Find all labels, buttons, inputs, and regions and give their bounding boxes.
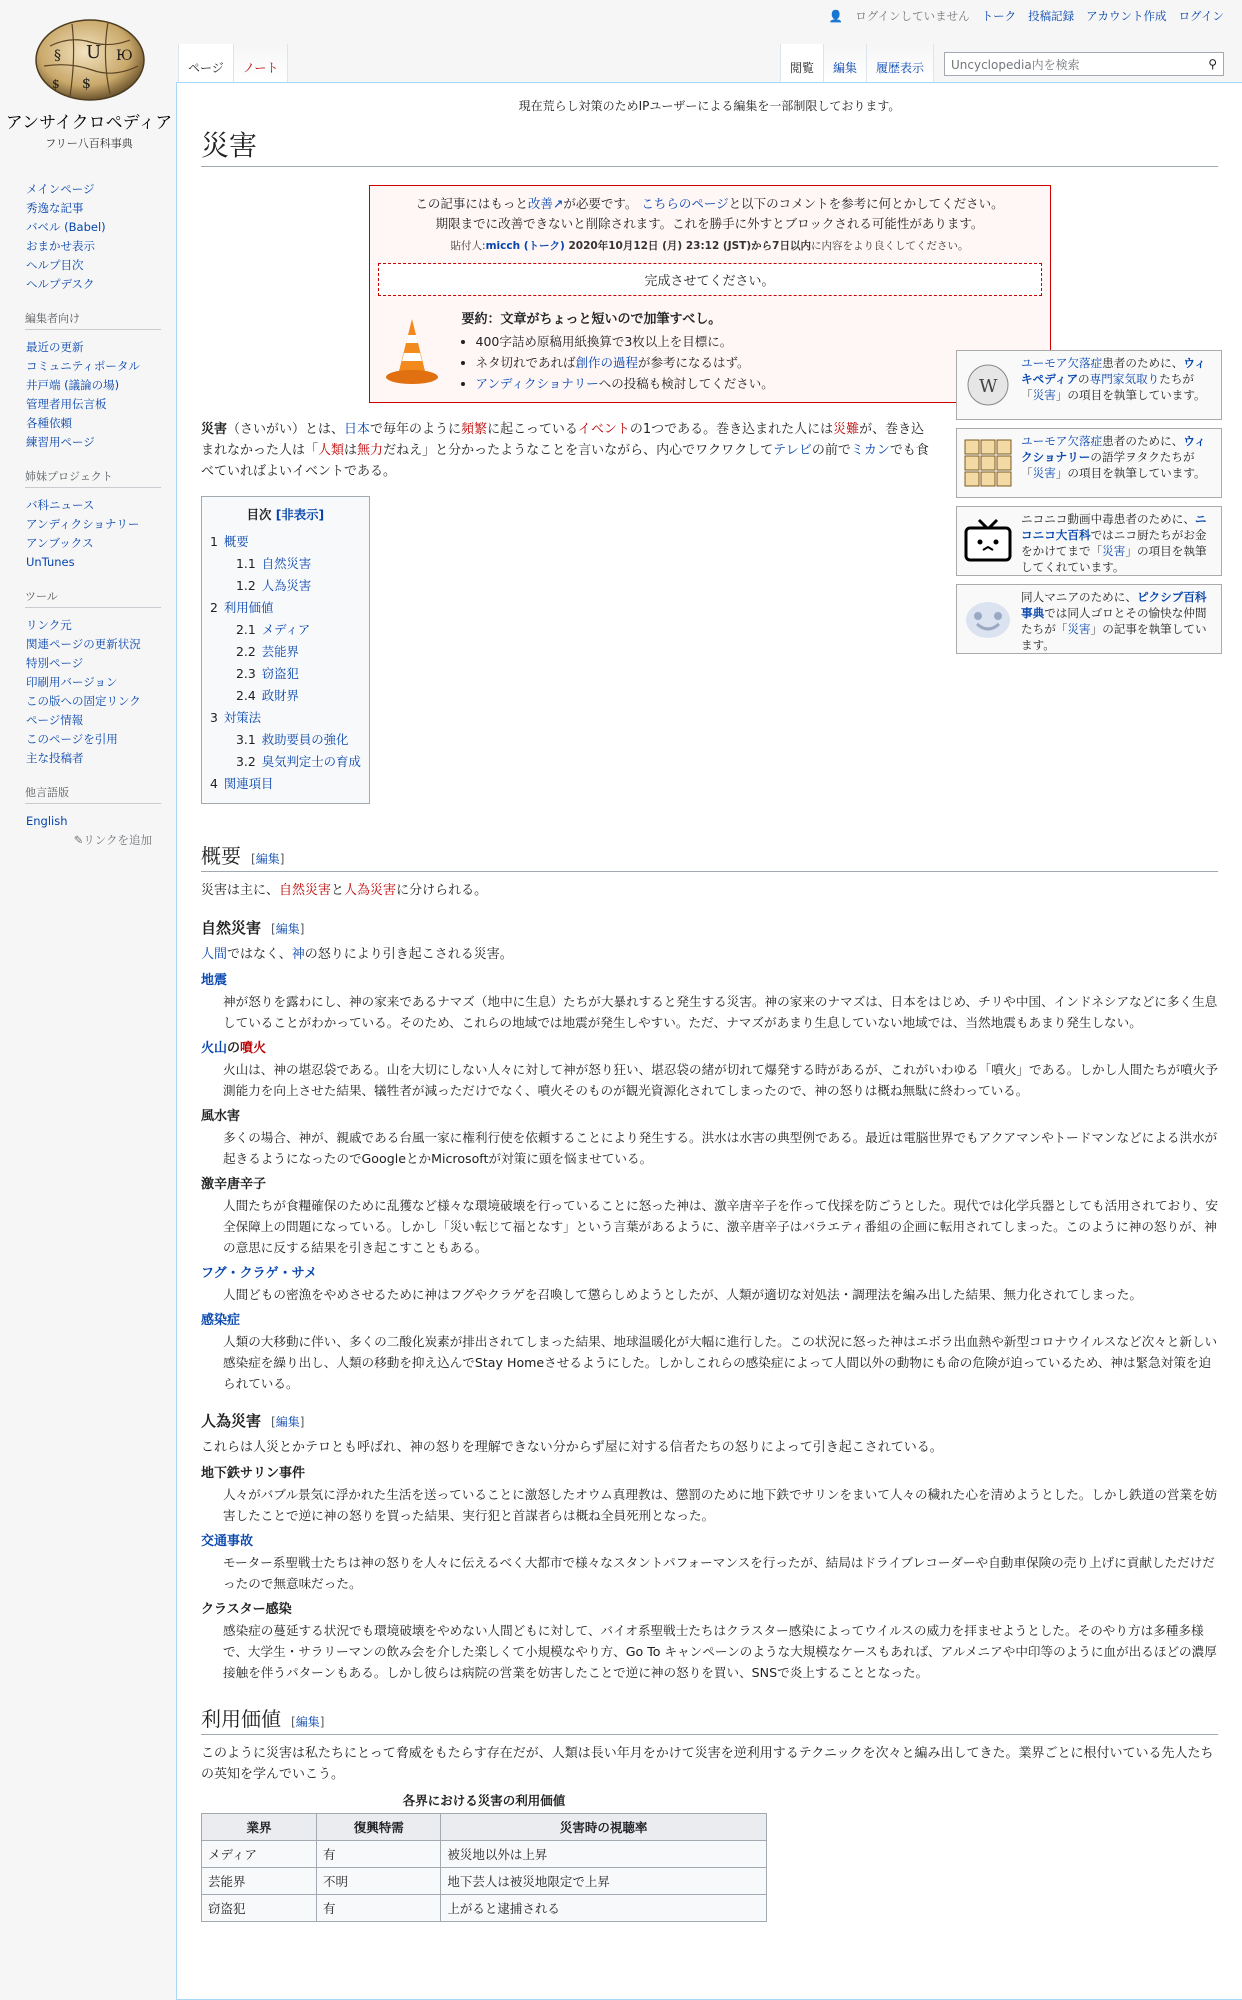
improve-text: が必要です。	[563, 196, 638, 211]
sister-text: の	[1078, 372, 1090, 386]
summary-item	[476, 352, 774, 373]
table-cell: 上がると逮捕される	[441, 1895, 767, 1922]
sidebar-item-village-pump[interactable]: 井戸端 (議論の場)	[26, 378, 120, 392]
para-text: 災害は主に、	[201, 883, 280, 898]
sidebar-item-babel[interactable]: バベル (Babel)	[26, 220, 106, 234]
talk-link[interactable]: トーク	[981, 9, 1017, 23]
toc-link[interactable]: 利用価値	[223, 600, 274, 615]
sidebar-item-admin-board[interactable]: 管理者用伝言板	[26, 397, 107, 411]
intro	[201, 419, 931, 482]
site-logo[interactable]	[0, 0, 178, 160]
toc-item[interactable]	[210, 553, 361, 575]
improve-notice-box	[369, 185, 1051, 403]
sidebar-item-helpdesk[interactable]: ヘルプデスク	[26, 277, 95, 291]
sidebar-editors	[26, 310, 176, 452]
link-eruption[interactable]: 噴火	[240, 1041, 267, 1056]
logo-title: アンサイクロペディア	[5, 113, 173, 133]
link-god[interactable]: 神	[291, 947, 305, 962]
table-header: 復興特需	[317, 1814, 441, 1841]
undictionary-link[interactable]: アンディクショナリー	[475, 376, 599, 391]
edit-section-link[interactable]: [編集]	[271, 1415, 305, 1429]
cluster-desc: 感染症の蔓延する状況でも環境破壊をやめない人間どもに対して、バイオ系聖戦士たちはクラスター感染によってウイルスの威力を拝ませようとした。そのやり方は多種多様で、大学生・サラリーマンの飲み会を介した楽しくて小規模なやり方、Go To キャンペーンのような大規模なケースもあれば、アルメニアや中印等のように血が出るほどの濃厚接触を伴うパターンもある。しかし彼らは病院の営業を妨害したことで逆に神の怒りを買い、SNSで炎上することとなった。	[223, 1623, 1217, 1680]
sister-link[interactable]: ユーモア欠落症	[1021, 434, 1103, 448]
toc-number: 2.4	[236, 688, 256, 703]
wiktionary-tiles-icon	[963, 438, 1013, 488]
table-cell: 地下芸人は被災地限定で上昇	[441, 1868, 767, 1895]
table-row	[202, 1895, 767, 1922]
sidebar-languages	[26, 784, 176, 850]
value-table	[201, 1791, 767, 1922]
link-infection[interactable]: 感染症	[201, 1313, 241, 1328]
natural-paragraph	[201, 944, 1218, 965]
tab-talk-label: ノート	[242, 61, 279, 75]
toc-link[interactable]: 臭気判定士の育成	[261, 754, 361, 769]
sidebar-editors-heading: 編集者向け	[25, 310, 161, 330]
intro-text: の1つである。巻き込まれた人には	[629, 422, 834, 437]
toc-link[interactable]: 人為災害	[261, 578, 312, 593]
pencil-icon: ✎	[73, 833, 84, 847]
edit-text: 編集	[275, 1415, 300, 1429]
login-link[interactable]: ログイン	[1178, 9, 1224, 23]
logo-subtitle: フリー八百科事典	[45, 137, 133, 150]
sister-link-bold[interactable]: ピクシブ百科事典	[1021, 590, 1207, 620]
sister-text: 」の記事を執筆しています。	[1021, 622, 1207, 652]
flood-term: 風水害	[201, 1109, 241, 1124]
section-heading-natural	[201, 917, 1218, 938]
toc-item[interactable]	[210, 773, 361, 795]
link-disaster[interactable]: 災難	[833, 422, 860, 437]
overview-paragraph	[201, 880, 1218, 901]
pepper-desc: 人間たちが食糧確保のために乱獲など様々な環境破壊を行っていることに怒った神は、激辛唐辛子を作って伐採を防ごうとした。現代では化学兵器としても活用されており、安全保障上の問題になっている。しかし「災い転じて福となす」という言葉があるように、激辛唐辛子はバラエティ番組の企画に転用されてしまった。このように神の怒りが、神の意思に反する結果を引き起こすこともある。	[223, 1198, 1218, 1255]
view-tabs	[780, 44, 1224, 82]
sidebar-item-unbooks[interactable]: アンブックス	[26, 536, 94, 550]
toc-link[interactable]: 自然災害	[261, 556, 312, 571]
para-text: の怒りにより引き起こされる災害。	[304, 947, 513, 962]
namespace-tabs	[178, 44, 288, 82]
toc-item[interactable]	[210, 575, 361, 597]
toc-number: 3	[210, 710, 218, 725]
pixiv-box	[956, 584, 1222, 654]
sister-link[interactable]: 災害	[1032, 388, 1056, 402]
table-row	[202, 1868, 767, 1895]
sister-text: 患者のために、	[1102, 434, 1184, 448]
create-account-link[interactable]: アカウント作成	[1086, 9, 1167, 23]
heading-text: 自然災害	[201, 919, 262, 937]
toc-number: 2.2	[236, 644, 256, 659]
toc-number: 3.1	[236, 732, 256, 747]
sister-link-bold[interactable]: ニコニコ大百科	[1021, 512, 1207, 542]
toc-item[interactable]	[210, 531, 361, 553]
heading-text: 概要	[201, 844, 241, 868]
toc-number: 1.1	[236, 556, 256, 571]
toc-item[interactable]	[210, 685, 361, 707]
toc-toggle[interactable]: [非表示]	[275, 507, 325, 522]
toc-number: 2.3	[236, 666, 256, 681]
intro-text: （さいがい）とは、	[227, 422, 345, 437]
link-japan[interactable]: 日本	[344, 422, 371, 437]
svg-text:W: W	[979, 376, 998, 397]
sister-link[interactable]: ユーモア欠落症	[1021, 356, 1103, 370]
sidebar-tools-heading: ツール	[25, 588, 161, 608]
niconico-tv-icon	[963, 518, 1013, 564]
toc-list	[210, 531, 361, 795]
tab-history-label: 履歴表示	[875, 61, 924, 75]
tab-page-label: ページ	[188, 61, 224, 75]
toc-number: 4	[210, 776, 218, 791]
sidebar-item-news[interactable]: バ科ニュース	[26, 498, 95, 512]
sidebar-sister-projects	[26, 468, 176, 572]
add-link-label: リンクを追加	[83, 833, 152, 847]
intro-text: は	[344, 443, 358, 458]
toc-item[interactable]	[210, 707, 361, 729]
table-cell: 芸能界	[202, 1868, 317, 1895]
table-header: 業界	[202, 1814, 317, 1841]
toc-item[interactable]	[210, 751, 361, 773]
sidebar-item-random[interactable]: おまかせ表示	[26, 239, 95, 253]
sidebar-item-help[interactable]: ヘルプ目次	[26, 258, 84, 272]
toc-number: 3.2	[236, 754, 256, 769]
nicopedia-box	[956, 506, 1222, 576]
table-of-contents	[201, 496, 370, 804]
heading-text: 人為災害	[201, 1412, 262, 1430]
sidebar	[0, 180, 176, 866]
intro-term: 災害	[201, 422, 228, 437]
sister-link[interactable]: 災害	[1067, 622, 1091, 636]
improve-byline	[376, 238, 1044, 253]
potato-puzzle-globe-icon	[30, 6, 148, 106]
sidebar-item-sandbox[interactable]: 練習用ページ	[26, 435, 95, 449]
traffic-cone-icon	[382, 315, 442, 387]
site-notice: 現在荒らし対策のためIPユーザーによる編集を一部制限しております。	[518, 99, 901, 113]
improve-link[interactable]: 改善	[527, 196, 553, 211]
toc-number: 2.1	[236, 622, 256, 637]
table-caption: 各界における災害の利用価値	[402, 1793, 566, 1808]
section-heading-man-made	[201, 1410, 1218, 1431]
link-fugu[interactable]: フグ・クラゲ・サメ	[201, 1266, 318, 1281]
toc-item[interactable]	[210, 663, 361, 685]
summary-item: • 400字詰め原稿用紙換算で3枚以上を目標に。	[476, 331, 774, 352]
link-event[interactable]: イベント	[577, 422, 630, 437]
sister-project-boxes	[956, 350, 1222, 662]
sidebar-tools	[26, 588, 176, 768]
link-weak[interactable]: 無力	[357, 443, 384, 458]
sister-text: ニコニコ動画中毒患者のために、	[1021, 512, 1195, 526]
section-heading-value	[201, 1703, 1218, 1735]
sarin-term: 地下鉄サリン事件	[201, 1466, 306, 1481]
toc-link[interactable]: 政財界	[261, 688, 299, 703]
sister-text: 同人マニアのために、	[1021, 590, 1137, 604]
improve-text: この記事にはもっと	[415, 196, 528, 211]
toc-link[interactable]: メディア	[261, 622, 311, 637]
table-cell: 有	[317, 1895, 441, 1922]
sister-link[interactable]: 災害	[1032, 466, 1056, 480]
tab-edit[interactable]	[824, 44, 867, 82]
search-icon[interactable]: ⚲	[1208, 57, 1217, 71]
user-talk-link[interactable]: (トーク)	[523, 240, 565, 252]
table-row	[202, 1841, 767, 1868]
svg-text:$: $	[52, 77, 60, 91]
link-natural-disaster[interactable]: 自然災害	[279, 883, 332, 898]
intro-text: で毎年のように	[370, 422, 462, 437]
intro-paragraph	[201, 419, 931, 482]
sister-link-bold[interactable]: ウィクショナリー	[1021, 434, 1206, 464]
toc-link[interactable]: 窃盗犯	[261, 666, 299, 681]
table-cell: 窃盗犯	[202, 1895, 317, 1922]
improve-line1	[376, 194, 1044, 214]
sidebar-item-featured[interactable]: 秀逸な記事	[26, 201, 84, 215]
sister-text: では同人ゴロとその愉快な仲間たちが「	[1021, 606, 1207, 636]
para-text: に分けられる。	[396, 883, 488, 898]
man-made-list	[201, 1464, 1218, 1683]
svg-text:$: $	[82, 76, 91, 92]
sidebar-lang-heading: 他言語版	[25, 784, 161, 804]
tab-read-label: 閲覧	[789, 61, 814, 75]
summary-text: への投稿も検討してください。	[598, 376, 774, 391]
intro-text: の前で	[811, 443, 851, 458]
sidebar-item-recent-changes[interactable]: 最近の更新	[26, 340, 84, 354]
this-page-link[interactable]: こちらのページ	[641, 196, 729, 211]
sidebar-item-permalink[interactable]: この版への固定リンク	[26, 694, 141, 708]
toc-number: 1.2	[236, 578, 256, 593]
link-human[interactable]: 人類	[318, 443, 345, 458]
sidebar-navigation	[26, 180, 176, 294]
table-cell: 有	[317, 1841, 441, 1868]
link-man-made-disaster[interactable]: 人為災害	[344, 883, 397, 898]
sister-text: ではニコ厨たちがお金をかけてまで「	[1021, 528, 1207, 558]
sidebar-item-print[interactable]: 印刷用バージョン	[26, 675, 118, 689]
heading-text: 利用価値	[201, 1707, 281, 1731]
link-frequent[interactable]: 頻繁	[461, 422, 488, 437]
intro-text: が、巻き込まれなかった人は「	[201, 422, 925, 458]
contributions-link[interactable]: 投稿記録	[1028, 9, 1075, 23]
toc-number: 1	[210, 534, 218, 549]
sidebar-item-whatlinkshere[interactable]: リンク元	[26, 618, 72, 632]
link-tv[interactable]: テレビ	[773, 443, 812, 458]
toc-link[interactable]: 関連項目	[223, 776, 274, 791]
tab-history[interactable]	[867, 44, 934, 82]
toc-number: 2	[210, 600, 218, 615]
volcano-desc: 火山は、神の堪忍袋である。山を大切にしない人々に対して神が怒り狂い、堪忍袋の緒が切れて爆発する時があるが、これがいわゆる「噴火」である。しかし人間たちが噴火予測能力を向上させた結果、犠牲者が減っただけでなく、噴火そのものが観光資源化されてしまったので、神の怒りは概ね無駄に終わっている。	[223, 1062, 1218, 1098]
sidebar-item-undictionary[interactable]: アンディクショナリー	[26, 517, 140, 531]
personal-tools	[829, 8, 1224, 24]
wikipedia-globe-icon	[965, 362, 1011, 408]
sidebar-item-requests[interactable]: 各種依頼	[26, 416, 72, 430]
sister-text: 」の項目を執筆しています。	[1055, 466, 1206, 480]
search-placeholder: Uncyclopedia内を検索	[951, 57, 1080, 72]
summary	[376, 304, 1044, 394]
external-link-icon: ↗	[552, 196, 564, 211]
intro-text: でも食べていればよいイベントである。	[201, 443, 929, 479]
sister-link[interactable]: 災害	[1102, 544, 1126, 558]
intro-text: だねえ」と分かったようなことを言いながら、内心でワクワクして	[383, 443, 774, 458]
tab-talk[interactable]	[234, 44, 289, 82]
table-cell: 被災地以外は上昇	[441, 1841, 767, 1868]
para-text: と	[331, 883, 345, 898]
wiktionary-box	[956, 428, 1222, 498]
sister-text: 患者のために、	[1102, 356, 1184, 370]
sidebar-item-untunes[interactable]: UnTunes	[26, 555, 75, 569]
sister-text: 」の項目を執筆しています。	[1055, 388, 1206, 402]
fugu-desc: 人間どもの密漁をやめさせるために神はフグやクラゲを召喚して懲らしめようとしたが、人類が適切な対処法・調理法を編み出した結果、無力化されてしまった。	[223, 1287, 1142, 1302]
sidebar-item-special-pages[interactable]: 特別ページ	[26, 656, 84, 670]
page-title: 災害	[201, 124, 1218, 167]
para-text: ではなく、	[227, 947, 292, 962]
sister-text: の語学ヲタクたちが「	[1021, 450, 1195, 480]
flood-desc: 多くの場合、神が、親戚である台風一家に権利行使を依頼することにより発生する。洪水は水害の典型例である。最近は電脳世界でもアクアマンやトードマンなどによる洪水が起きるようになったのでGoogleとかMicrosoftが対策に頭を悩ませている。	[223, 1130, 1218, 1166]
byline-date: 2020年10月12日 (月) 23:12 (JST)から7日以内	[568, 240, 811, 252]
creation-process-link[interactable]: 創作の過程	[575, 355, 639, 370]
sidebar-item-main-page[interactable]: メインページ	[26, 182, 95, 196]
man-made-paragraph: これらは人災とかテロとも呼ばれ、神の怒りを理解できない分からず屋に対する信者たちの怒りによって引き起こされている。	[201, 1440, 943, 1455]
improve-line2: 期限までに改善できないと削除されます。これを勝手に外すとブロックされる可能性があります。	[435, 216, 984, 231]
not-logged-in: ログインしていません	[855, 9, 970, 23]
link-traffic-accident[interactable]: 交通事故	[201, 1534, 254, 1549]
sidebar-item-community[interactable]: コミュニティポータル	[26, 359, 140, 373]
sarin-desc: 人々がバブル景気に浮かれた生活を送っていることに激怒したオウム真理教は、懲罰のために地下鉄でサリンをまいて人々の穢れた心を清めようとした。しかし鉄道の営業を妨害したことで逆に神の怒りを買った結果、実行犯と首謀者らは概ね全員死刑となった。	[223, 1487, 1218, 1523]
svg-text:Ю: Ю	[116, 48, 133, 64]
summary-text: ネタ切れであれば	[475, 355, 576, 370]
summary-body	[462, 308, 774, 394]
sister-text: 」の項目を執筆してくれています。	[1021, 544, 1207, 574]
traffic-desc: モーター系聖戦士たちは神の怒りを人々に伝えるべく大都市で様々なスタントパフォーマンスを行ったが、結局はドライブレコーダーや自動車保険の売り上げに貢献しただけだったので無意味だった。	[223, 1555, 1215, 1591]
sidebar-item-related-changes[interactable]: 関連ページの更新状況	[26, 637, 141, 651]
add-link-button[interactable]	[26, 831, 152, 850]
toc-link[interactable]: 対策法	[223, 710, 262, 725]
edit-text: 編集	[275, 922, 300, 936]
earthquake-desc: 神が怒りを露わにし、神の家来であるナマズ（地中に生息）たちが大暴れすると発生する災害。神の家来のナマズは、日本をはじめ、チリや中国、インドネシアなどに多く生息していることがわかっている。そのため、これらの地域では地震が発生しやすい。ただ、ナマズがあまり生息していない地域では、当然地震もあまり発生しない。	[223, 994, 1218, 1030]
tab-read[interactable]	[780, 44, 824, 82]
link-mikan[interactable]: ミカン	[850, 443, 890, 458]
link-volcano[interactable]: 火山	[201, 1041, 228, 1056]
table-body	[202, 1841, 767, 1922]
sister-link-bold[interactable]: ウィキペディア	[1021, 356, 1206, 386]
toc-link[interactable]: 芸能界	[261, 644, 299, 659]
edit-section-link[interactable]: [編集]	[291, 1715, 325, 1729]
sidebar-item-contributors[interactable]: 主な投稿者	[26, 751, 84, 765]
toc-link[interactable]: 救助要員の強化	[261, 732, 349, 747]
link-earthquake[interactable]: 地震	[201, 973, 228, 988]
toc-item[interactable]	[210, 597, 361, 619]
svg-text:§: §	[54, 48, 61, 64]
pepper-term: 激辛唐辛子	[201, 1177, 267, 1192]
sidebar-sister-heading: 姉妹プロジェクト	[25, 468, 161, 488]
link-human-being[interactable]: 人間	[201, 947, 228, 962]
edit-text: 編集	[255, 852, 280, 866]
tab-edit-label: 編集	[832, 61, 857, 75]
tab-page[interactable]	[178, 44, 234, 82]
sidebar-item-page-info[interactable]: ページ情報	[26, 713, 84, 727]
improve-text: と以下のコメントを参考に何とかしてください。	[728, 196, 1004, 211]
search-input[interactable]	[944, 52, 1224, 76]
wikipedia-box	[956, 350, 1222, 420]
toc-item[interactable]	[210, 641, 361, 663]
byline-text: に内容をより良くしてください。	[810, 240, 969, 252]
summary-text: が参考になるはず。	[638, 355, 750, 370]
pixiv-face-icon	[963, 596, 1013, 642]
infection-desc: 人類の大移動に伴い、多くの二酸化炭素が排出されてしまった結果、地球温暖化が大幅に進行した。この状況に怒った神はエボラ出血熱や新型コロナウイルスなど次々と新しい感染症を繰り出し、人類の移動を抑え込んでStay Homeさせるようにした。しかしこれらの感染症によって人間以外の動物にも命の危険が迫っているため、神は緊急対策を迫られている。	[223, 1334, 1218, 1391]
cluster-term: クラスター感染	[201, 1602, 292, 1617]
value-paragraph: このように災害は私たちにとって脅威をもたらす存在だが、人類は長い年月をかけて災害を逆利用するテクニックを次々と編み出してきた。業界ごとに根付いている先人たちの英知を学んでいこう。	[201, 1746, 1214, 1782]
edit-text: 編集	[295, 1715, 320, 1729]
complete-notice: 完成させてください。	[378, 263, 1042, 296]
edit-section-link[interactable]: [編集]	[271, 922, 305, 936]
toc-title	[210, 505, 361, 523]
svg-text:U: U	[86, 42, 102, 63]
toc-item[interactable]	[210, 729, 361, 751]
summary-title: 要約：文章がちょっと短いので加筆すべし。	[461, 312, 722, 327]
sidebar-item-cite[interactable]: このページを引用	[26, 732, 118, 746]
sister-text: たちが「	[1021, 372, 1195, 402]
table-header: 災害時の視聴率	[441, 1814, 767, 1841]
intro-text: に起こっている	[487, 422, 578, 437]
summary-item	[476, 373, 774, 394]
toc-item[interactable]	[210, 619, 361, 641]
toc-link[interactable]: 概要	[223, 534, 249, 549]
natural-list	[201, 971, 1218, 1394]
sister-link[interactable]: 専門家気取り	[1089, 372, 1160, 386]
edit-section-link[interactable]: [編集]	[251, 852, 285, 866]
dt-text: の	[227, 1041, 241, 1056]
table-cell: 不明	[317, 1868, 441, 1895]
byline-text: 貼付人:	[450, 240, 486, 252]
section-heading-overview	[201, 840, 1218, 872]
sidebar-item-english[interactable]: English	[26, 814, 68, 828]
user-icon: 👤	[828, 9, 844, 23]
table-cell: メディア	[202, 1841, 317, 1868]
user-link[interactable]: micch	[485, 240, 521, 252]
toc-title-text: 目次	[246, 507, 272, 522]
